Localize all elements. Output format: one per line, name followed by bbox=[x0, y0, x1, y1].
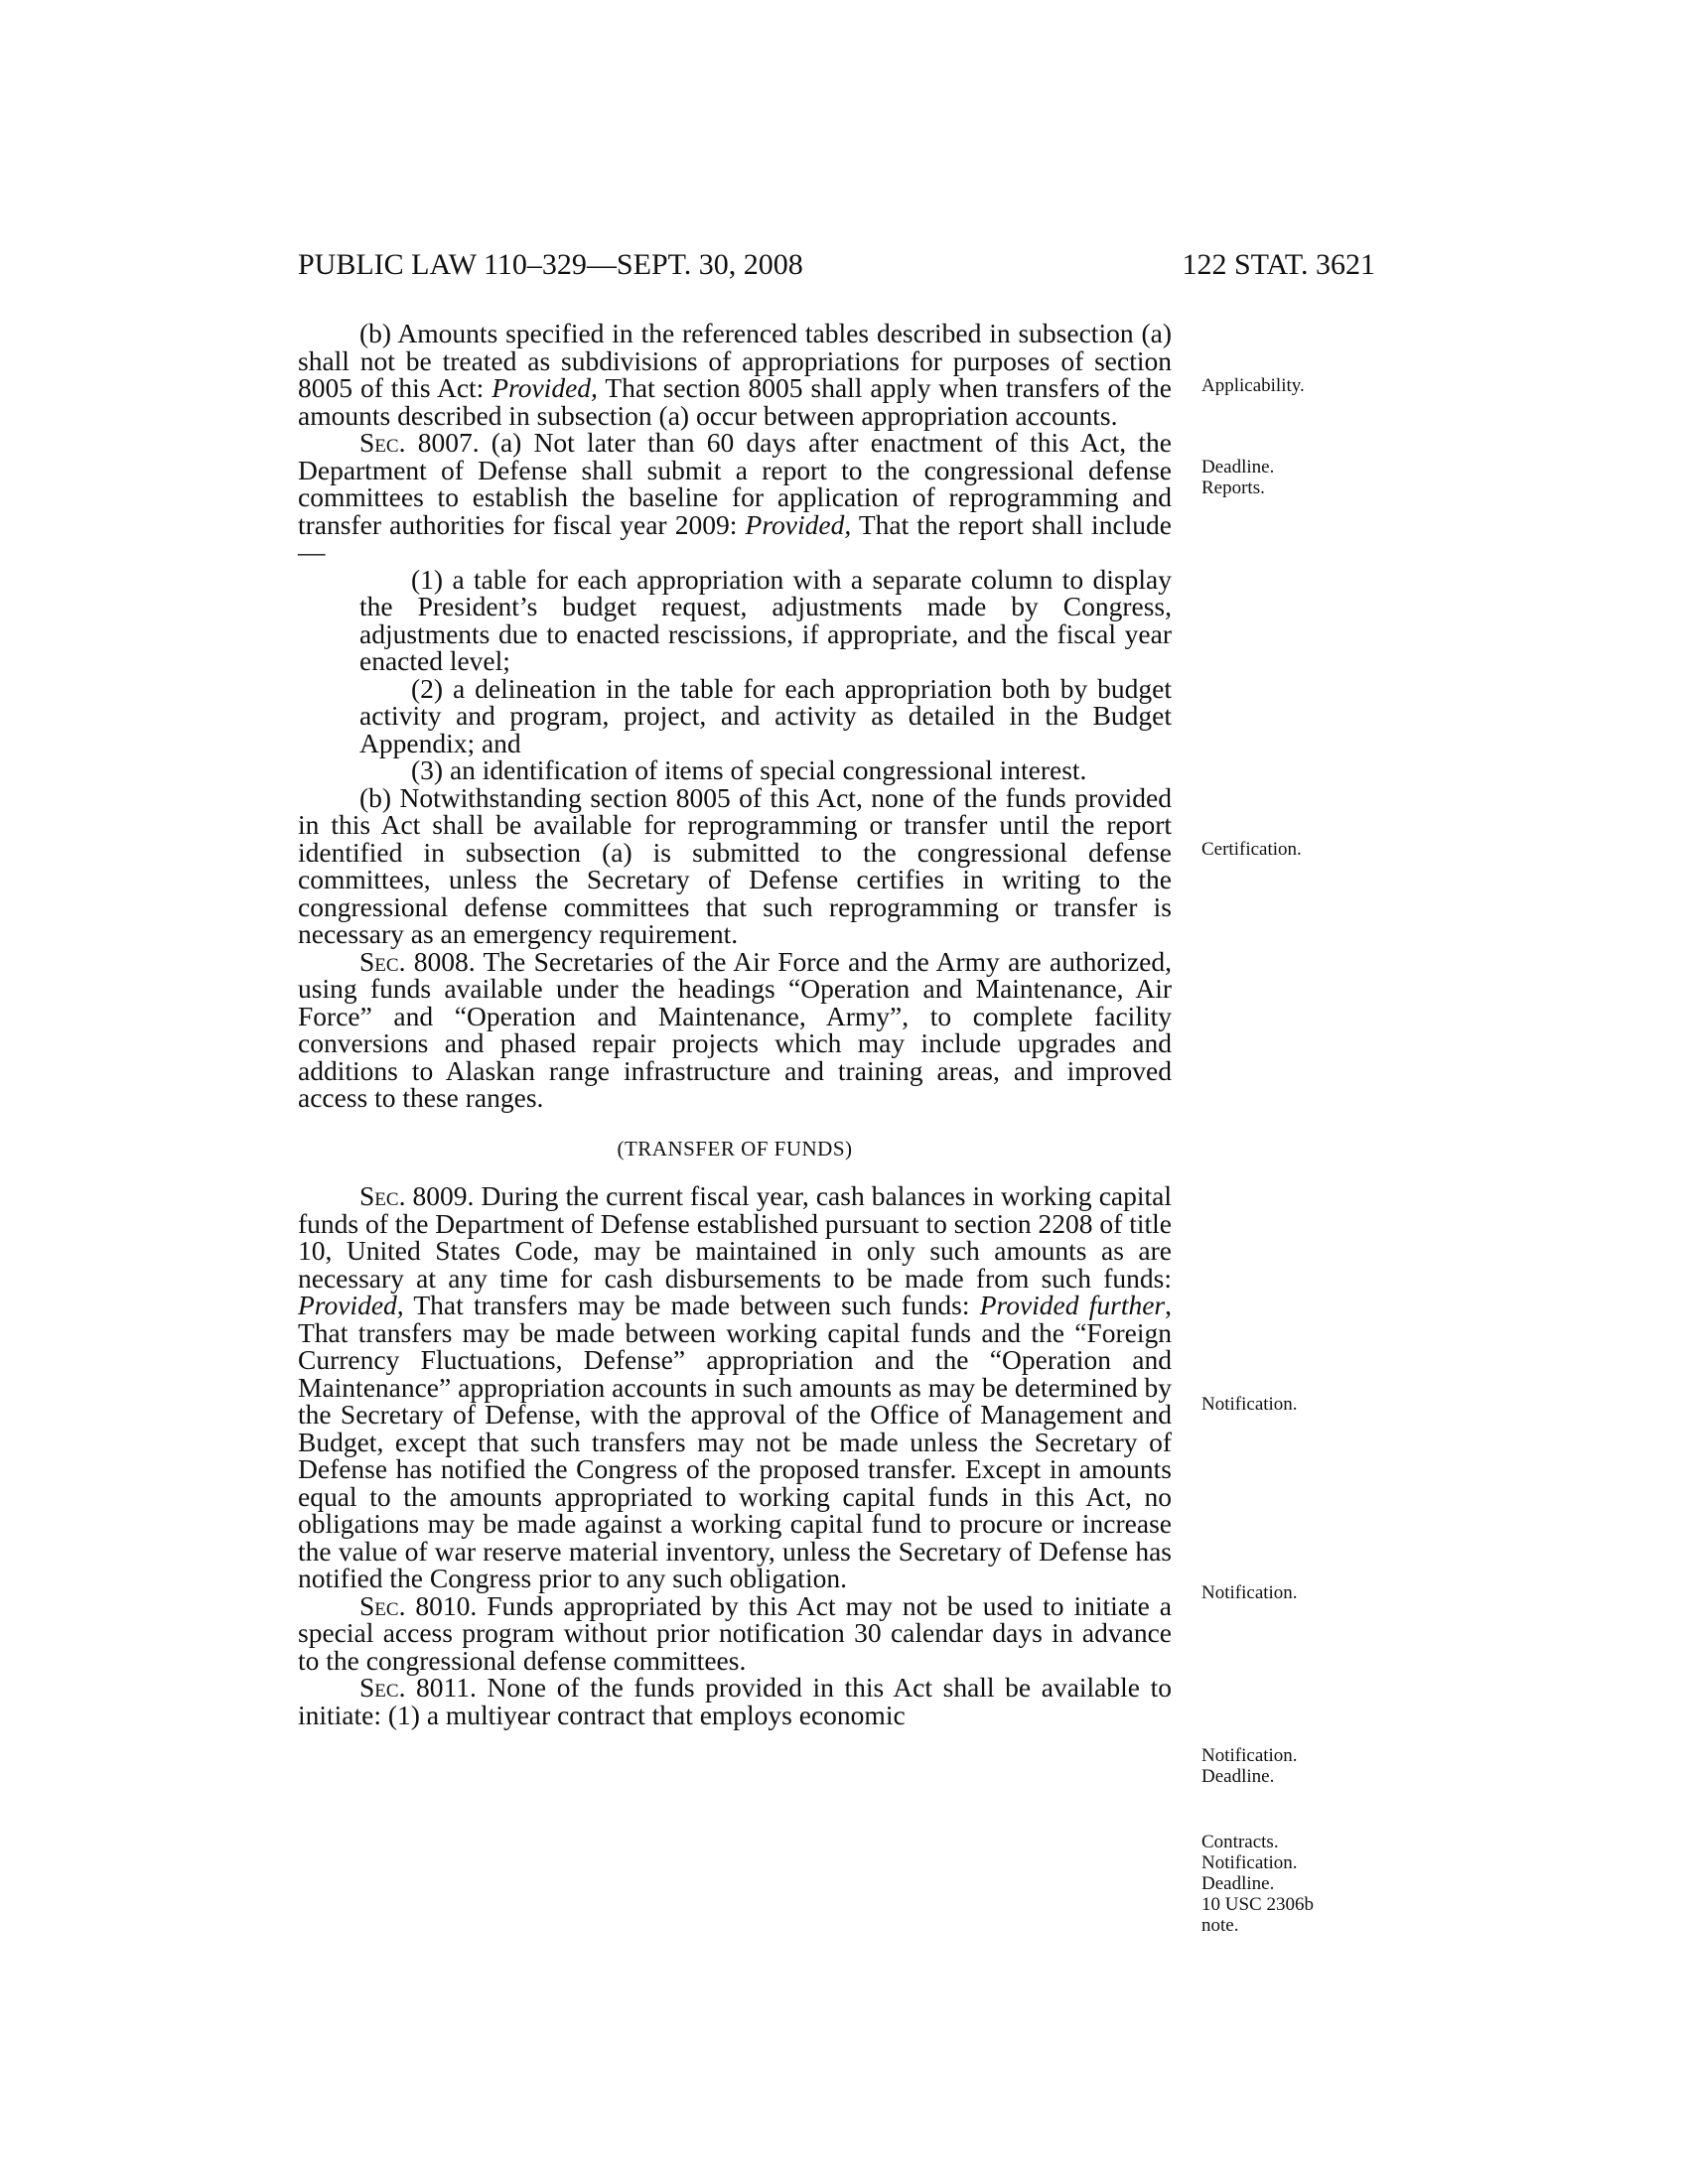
margin-note-line: Certification. bbox=[1201, 839, 1302, 860]
section-label: Sec. bbox=[359, 1180, 406, 1211]
law-title: PUBLIC LAW 110–329—SEPT. 30, 2008 bbox=[298, 248, 803, 281]
text-run: (b) Amounts specified in the referenced tables described in subsection (a) shall not be treated as subdivisions of appropriations for purposes of section 8005 of this Act: bbox=[298, 318, 1172, 403]
margin-note-notification-deadline bbox=[1201, 1745, 1400, 1787]
section-label: Sec. bbox=[359, 1589, 406, 1621]
list-item-1: (1) a table for each appropriation with a separate column to display the President’s budget request, adjustments made by Congress, adjustments due to enacted rescissions, if appropriate, and the fiscal year enacted level; bbox=[359, 563, 1172, 676]
margin-note-notification-1 bbox=[1201, 1394, 1400, 1415]
list-item-2: (2) a delineation in the table for each appropriation both by budget activity and program, project, and activity as detailed in the Budget Appendix; and bbox=[359, 672, 1172, 758]
provided-italic: Provided, bbox=[492, 372, 598, 403]
paragraph-b-notwithstanding: (b) Notwithstanding section 8005 of this Act, none of the funds provided in this Act shall be available for reprogramming or transfer until the report identified in subsection (a) is submitted to the congressional defense committees, unless the Secretary of Defense certifies in writing to the congressional defense committees that such reprogramming or transfer is necessary as an emergency requirement. bbox=[298, 781, 1172, 949]
section-label: Sec. bbox=[359, 945, 406, 977]
text-run: 8011. None of the funds provided in this Act shall be available to initiate: (1) a multiyear contract that employs economic bbox=[298, 1672, 1172, 1730]
section-8010 bbox=[298, 1589, 1172, 1676]
text-run: 8008. The Secretaries of the Air Force and the Army are authorized, using funds available under the headings “Operation and Maintenance, Air Force” and “Operation and Maintenance, Army”, to complete facility conversions and phased repair projects which may include upgrades and additions to Alaskan range infrastructure and training areas, and improved access to these ranges. bbox=[298, 945, 1172, 1113]
margin-note-applicability bbox=[1201, 375, 1400, 396]
text-run: That transfers may be made between such funds: bbox=[403, 1290, 980, 1320]
margin-note-line: note. bbox=[1201, 1915, 1239, 1936]
margin-note-line: Deadline. bbox=[1201, 1766, 1275, 1787]
text-run: 8009. During the current fiscal year, cash balances in working capital funds of the Department of Defense established pursuant to section 2208 of title 10, United States Code, may be maintained in only such amounts as are necessary at any time for cash disbursements to be made from such funds: bbox=[298, 1180, 1172, 1294]
margin-note-contracts bbox=[1201, 1832, 1400, 1936]
section-label: Sec. bbox=[359, 1672, 406, 1703]
text-run: 8007. (a) Not later than 60 days after enactment of this Act, the Department of Defense shall submit a report to the congressional defense committees to establish the baseline for application of reprogramming and transfer authorities for fiscal year 2009: bbox=[298, 427, 1172, 540]
paragraph-b-amounts bbox=[298, 320, 1172, 429]
stat-reference: 122 STAT. 3621 bbox=[1182, 248, 1375, 281]
body-text bbox=[298, 320, 1172, 1728]
margin-note-line: Reports. bbox=[1201, 478, 1265, 498]
margin-note-line: Notification. bbox=[1201, 1852, 1298, 1873]
margin-note-line: Deadline. bbox=[1201, 1873, 1275, 1894]
margin-note-line: Contracts. bbox=[1201, 1832, 1279, 1852]
margin-note-deadline-reports bbox=[1201, 457, 1400, 498]
margin-note-line: Notification. bbox=[1201, 1745, 1298, 1766]
margin-note-line: Notification. bbox=[1201, 1394, 1298, 1415]
margin-note-line: Notification. bbox=[1201, 1582, 1298, 1603]
margin-note-notification-2 bbox=[1201, 1582, 1400, 1603]
running-head bbox=[298, 248, 1375, 288]
text-run: That the report shall include— bbox=[298, 508, 1173, 567]
margin-note-line: Deadline. bbox=[1201, 457, 1275, 478]
margin-note-line: Applicability. bbox=[1201, 375, 1305, 396]
list-item-3: (3) an identification of items of special congressional interest. bbox=[411, 754, 1087, 785]
text-run: , That transfers may be made between working capital funds and the “Foreign Currency Fluctuations, Defense” appropriation and the “Operation and Maintenance” appropriation accounts in such amounts as may be determined by the Secretary of Defense, with the approval of the Office of Management and Budget, except that such transfers may not be made unless the Secretary of Defense has notified the Congress of the proposed transfer. Except in amounts equal to the amounts appropriated to working capital funds in this Act, no obligations may be made against a working capital fund to procure or increase the value of war reserve material inventory, unless the Secretary of Defense has notified the Congress prior to any such obligation. bbox=[298, 1290, 1172, 1593]
section-8007 bbox=[298, 429, 1172, 566]
section-8011 bbox=[298, 1674, 1172, 1728]
text-run: That section 8005 shall apply when transfers of the amounts described in subsection (a) occur between appropriation accounts. bbox=[298, 372, 1172, 431]
provided-italic: Provided, bbox=[745, 508, 852, 540]
provided-further-italic: Provided further bbox=[979, 1290, 1166, 1320]
transfer-of-funds-heading: (TRANSFER OF FUNDS) bbox=[617, 1136, 853, 1160]
margin-note-certification bbox=[1201, 839, 1400, 860]
section-8008 bbox=[298, 945, 1172, 1113]
provided-italic: Provided, bbox=[298, 1290, 404, 1320]
text-run: 8010. Funds appropriated by this Act may not be used to initiate a special access program without prior notification 30 calendar days in advance to the congressional defense committees. bbox=[298, 1589, 1172, 1676]
section-label: Sec. bbox=[359, 427, 406, 458]
margin-note-line: 10 USC 2306b bbox=[1201, 1894, 1314, 1915]
section-8009 bbox=[298, 1182, 1172, 1592]
